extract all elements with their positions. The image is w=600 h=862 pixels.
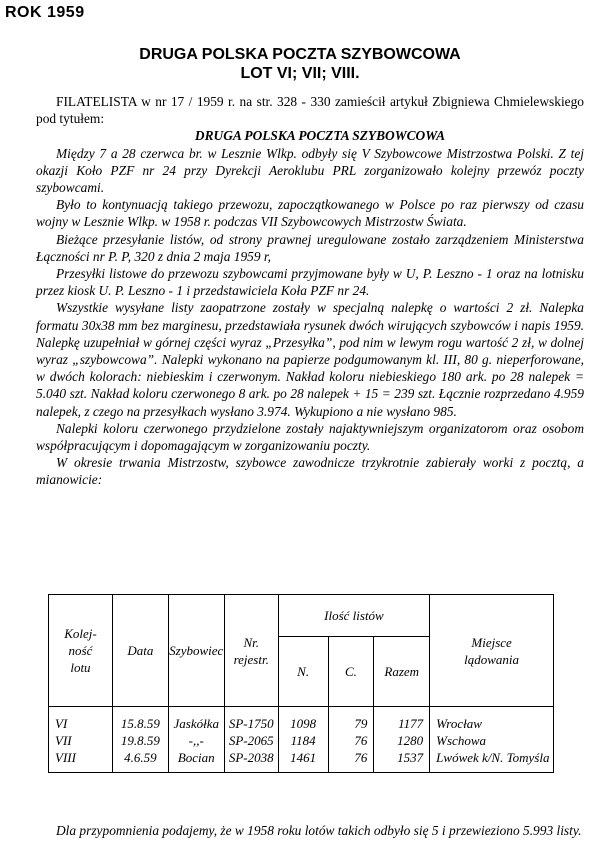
cell-total: 1280 (374, 732, 430, 749)
cell-place: Lwówek k/N. Tomyśla (430, 749, 554, 773)
paragraph: Wszystkie wysyłane listy zaopatrzone zostały w specjalną nalepkę o wartości 2 zł. Nalepka formatu 30x38 mm bez marginesu, przedstawiała rysunek dwóch wirujących szybowców i napis 1959. Nalepkę uzupełniał w górnej części wyraz „Przesyłka”, pod nim w lewym rogu wartość 2 zł, w dolnej wyraz „szybowcowa”. Nalepki wykonano na papierze podgumowanym kl. III, 80 g. nieperforowane, w dwóch kolorach: niebieskim i czerwonym. Nakład koloru niebieskiego 180 ark. po 28 nalepek = 5.040 szt. Nakład koloru czerwonego 8 ark. po 28 nalepek + 15 = 239 szt. Łącznie rozprzedano 4.959 nalepek, z czego na przesyłkach wysłano 3.974. Wykupiono a nie wysłano 985. (36, 300, 584, 419)
article-intro: FILATELISTA w nr 17 / 1959 r. na str. 328 - 330 zamieścił artykuł Zbigniewa Chmielewskiego pod tytułem: (36, 94, 584, 127)
cell-c: 76 (328, 749, 374, 773)
header-total: Razem (374, 637, 430, 707)
cell-flight: VIII (49, 749, 113, 773)
header-glider: Szybowiec (168, 595, 224, 707)
header-letters-count: Ilość listów (278, 595, 429, 637)
table-row (49, 707, 554, 733)
table-row (49, 732, 554, 749)
header-date: Data (112, 595, 168, 707)
cell-registration: SP-2038 (224, 749, 278, 773)
cell-date: 15.8.59 (112, 707, 168, 733)
cell-n: 1184 (278, 732, 328, 749)
cell-place: Wschowa (430, 732, 554, 749)
page-subtitle: LOT VI; VII; VIII. (240, 65, 360, 82)
paragraph: Przesyłki listowe do przewozu szybowcami przyjmowane były w U, P. Leszno - 1 oraz na lotnisku przez kiosk U. P. Leszno - 1 i przedstawiciela Koła PZF nr 24. (36, 266, 584, 299)
paragraph: W okresie trwania Mistrzostw, szybowce zawodnicze trzykrotnie zabierały worki z pocztą, a mianowicie: (36, 455, 584, 488)
cell-n: 1098 (278, 707, 328, 733)
cell-c: 79 (328, 707, 374, 733)
flights-table (48, 594, 554, 773)
table-row (49, 749, 554, 773)
header-registration: Nr. rejestr. (224, 595, 278, 707)
cell-date: 19.8.59 (112, 732, 168, 749)
cell-n: 1461 (278, 749, 328, 773)
cell-glider: -,,- (168, 732, 224, 749)
header-n: N. (278, 637, 328, 707)
cell-place: Wrocław (430, 707, 554, 733)
header-flight-no: Kolej-ność lotu (49, 595, 113, 707)
cell-registration: SP-2065 (224, 732, 278, 749)
cell-glider: Jaskółka (168, 707, 224, 733)
header-landing-place: Miejsce lądowania (430, 595, 554, 707)
cell-date: 4.6.59 (112, 749, 168, 773)
year-heading: ROK 1959 (5, 4, 85, 21)
cell-glider: Bocian (168, 749, 224, 773)
cell-c: 76 (328, 732, 374, 749)
cell-total: 1537 (374, 749, 430, 773)
footer-note: Dla przypomnienia podajemy, że w 1958 roku lotów takich odbyło się 5 i przewieziono 5.993 listy. (56, 823, 582, 838)
paragraph: Nalepki koloru czerwonego przydzielone zostały najaktywniejszym organizatorom oraz osobom współpracującym i dopomagającym w zorganizowaniu poczty. (36, 420, 584, 454)
paragraph: Bieżące przesyłanie listów, od strony prawnej uregulowane zostało zarządzeniem Ministerstwa Łączności nr P. P, 320 z dnia 2 maja 1959 r, (36, 231, 584, 264)
cell-flight: VII (49, 732, 113, 749)
paragraph: Między 7 a 28 czerwca br. w Lesznie Wlkp. odbyły się V Szybowcowe Mistrzostwa Polski. Z tej okazji Koło PZF nr 24 przy Dyrekcji Aeroklubu PRL zorganizowało kolejny przewóz poczty szybowcami. (36, 145, 584, 196)
cell-registration: SP-1750 (224, 707, 278, 733)
paragraph: Było to kontynuacją takiego przewozu, zapoczątkowanego w Polsce po raz pierwszy od czasu wojny w Lesznie Wlkp. w 1958 r. podczas VII Szybowcowych Mistrzostw Świata. (36, 197, 584, 230)
article-title: DRUGA POLSKA POCZTA SZYBOWCOWA (194, 128, 446, 144)
page-title: DRUGA POLSKA POCZTA SZYBOWCOWA (139, 46, 461, 63)
cell-total: 1177 (374, 707, 430, 733)
cell-flight: VI (49, 707, 113, 733)
header-c: C. (328, 637, 374, 707)
article-body (36, 93, 584, 489)
